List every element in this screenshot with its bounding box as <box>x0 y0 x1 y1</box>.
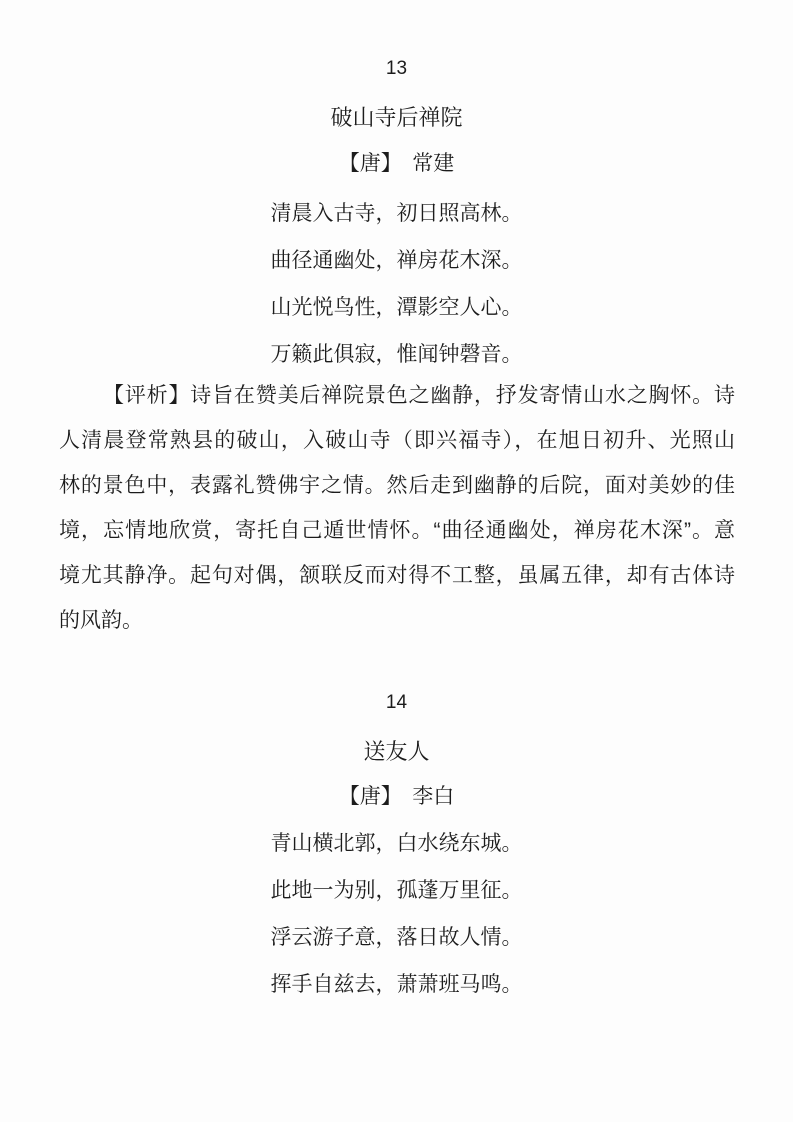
poem-line: 浮云游子意，落日故人情。 <box>270 926 523 949</box>
poem-line: 曲径通幽处，禅房花木深。 <box>270 249 523 272</box>
section-number-14: 14 <box>385 692 408 713</box>
commentary-line: 境，忘情地欣赏，寄托自己遁世情怀。“曲径通幽处，禅房花木深”。意 <box>59 519 735 542</box>
poem-line: 青山横北郭，白水绕东城。 <box>270 832 523 855</box>
commentary-line: 林的景色中，表露礼赞佛宇之情。然后走到幽静的后院，面对美妙的佳 <box>59 474 735 497</box>
poem-title-13: 破山寺后禅院 <box>330 105 463 130</box>
section-number-13: 13 <box>385 58 408 79</box>
poem-author-13: 【唐】 常建 <box>338 152 455 175</box>
poem-author-14: 【唐】 李白 <box>338 785 455 808</box>
commentary-line: 人清晨登常熟县的破山，入破山寺（即兴福寺），在旭日初升、光照山 <box>59 429 735 452</box>
poem-line: 山光悦鸟性，潭影空人心。 <box>270 296 523 319</box>
commentary-line: 【评析】诗旨在赞美后禅院景色之幽静，抒发寄情山水之胸怀。诗 <box>103 384 735 407</box>
commentary-line: 的风韵。 <box>59 609 143 632</box>
poem-line: 万籁此俱寂，惟闻钟磬音。 <box>270 343 523 366</box>
poem-title-14: 送友人 <box>363 739 430 764</box>
commentary-line: 境尤其静净。起句对偶，颔联反而对得不工整，虽属五律，却有古体诗 <box>59 564 735 587</box>
poem-line: 此地一为别，孤蓬万里征。 <box>270 879 523 902</box>
poem-body-14 <box>0 820 793 1008</box>
poem-line: 清晨入古寺，初日照高林。 <box>270 202 523 225</box>
commentary-13 <box>59 373 735 643</box>
poem-line: 挥手自兹去，萧萧班马鸣。 <box>270 973 523 996</box>
poem-body-13 <box>0 190 793 378</box>
